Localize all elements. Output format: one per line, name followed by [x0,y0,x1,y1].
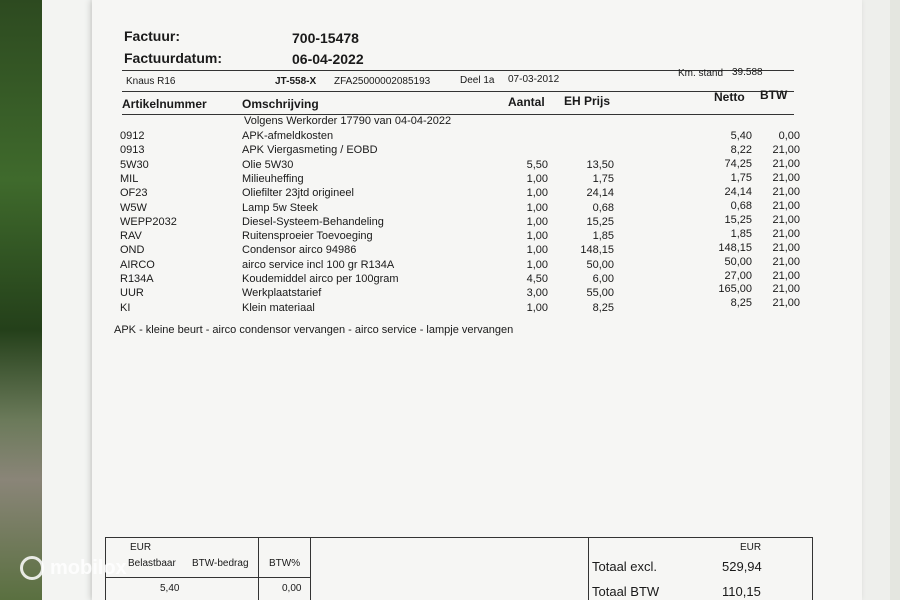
row-vat: 21,00 [772,255,800,268]
row-description: APK-afmeldkosten [242,130,334,142]
row-unit-price: 6,00 [592,273,614,285]
vat-table-divider-1 [258,537,259,600]
row-unit-price: 15,25 [586,215,614,228]
col-quantity: Aantal [508,95,545,109]
row-article: W5W [120,201,147,214]
row-net: 165,00 [718,283,752,296]
row-vat: 21,00 [772,171,800,184]
row-net: 8,25 [730,297,752,310]
vehicle-model: Knaus R16 [126,76,176,87]
col-vat: BTW [760,88,788,102]
total-vat-value: 110,15 [722,584,761,599]
vehicle-vin: ZFA25000002085193 [334,76,431,87]
vat-row-base: 5,40 [160,583,180,594]
row-quantity: 3,00 [526,287,548,300]
row-net: 0,68 [730,199,752,212]
header-rule-bottom [122,114,794,115]
row-unit-price: 13,50 [586,158,614,171]
vat-table-divider-2 [310,537,311,600]
vat-col-amount: BTW-bedrag [192,558,249,569]
vat-col-base: Belastbaar [128,558,176,569]
row-quantity: 1,00 [526,244,548,257]
row-article: 0912 [120,130,145,142]
row-description: Diesel-Systeem-Behandeling [242,215,384,228]
remark-text: APK - kleine beurt - airco condensor vervangen - airco service - lampje vervangen [114,324,514,336]
row-quantity: 1,00 [526,187,548,200]
invoice-number: 700-15478 [292,30,359,46]
row-quantity: 1,00 [526,172,548,185]
row-article: RAV [120,230,142,243]
row-description: Olie 5W30 [242,158,294,171]
row-article: KI [120,301,131,314]
total-excl-label: Totaal excl. [592,559,658,574]
row-vat: 21,00 [772,143,800,156]
row-article: 0913 [120,144,145,157]
vehicle-plate: JT-558-X [275,76,317,87]
watermark-logo-icon [20,556,44,580]
row-net: 1,85 [730,227,752,240]
row-article: OND [120,244,145,257]
row-description: airco service incl 100 gr R134A [242,258,395,271]
row-vat: 21,00 [772,199,800,212]
row-unit-price: 50,00 [586,258,614,271]
row-description: Condensor airco 94986 [242,244,357,257]
deel-date: 07-03-2012 [508,74,560,85]
row-article: AIRCO [120,258,155,271]
row-net: 24,14 [724,185,752,198]
row-vat: 21,00 [772,269,800,282]
row-vat: 21,00 [772,283,800,296]
row-unit-price: 1,75 [592,172,614,185]
row-description: APK Viergasmeting / EOBD [242,144,378,157]
invoice-date-label: Factuurdatum: [124,50,222,66]
vat-col-pct: BTW% [269,558,301,569]
row-description: Ruitensproeier Toevoeging [242,230,373,243]
row-net: 74,25 [724,157,752,170]
total-vat-label: Totaal BTW [592,584,660,599]
deel-label: Deel 1a [460,75,495,86]
row-article: WEPP2032 [120,215,177,228]
row-quantity: 1,00 [526,230,548,243]
km-value: 39.588 [732,67,763,78]
row-description: Klein materiaal [242,301,315,314]
row-article: OF23 [120,187,148,200]
row-quantity: 1,00 [526,201,548,214]
row-vat: 21,00 [772,297,800,310]
row-net: 15,25 [724,213,752,226]
row-description: Lamp 5w Steek [242,201,318,214]
row-unit-price: 24,14 [586,187,614,200]
workorder-line: Volgens Werkorder 17790 van 04-04-2022 [244,115,452,127]
vat-table-right [812,537,813,600]
row-vat: 21,00 [772,227,800,240]
col-article: Artikelnummer [122,97,207,111]
row-description: Koudemiddel airco per 100gram [242,273,399,285]
col-description: Omschrijving [242,97,319,111]
total-excl-value: 529,94 [722,559,762,574]
row-net: 27,00 [724,269,752,282]
row-vat: 21,00 [772,213,800,226]
row-unit-price: 148,15 [580,244,614,257]
row-net: 1,75 [730,171,752,184]
row-description: Werkplaatstarief [242,287,322,300]
invoice-label: Factuur: [124,28,180,44]
row-net: 50,00 [724,255,752,268]
row-description: Milieuheffing [242,172,304,185]
totals-currency: EUR [740,542,762,553]
row-article: R134A [120,273,154,285]
km-label: Km. stand [678,68,724,79]
invoice-sheet [92,0,862,600]
row-vat: 21,00 [772,157,800,170]
row-article: 5W30 [120,158,149,171]
vat-table-divider-3 [588,537,589,600]
row-quantity: 1,00 [526,258,548,271]
vat-row-pct: 0,00 [282,583,302,594]
watermark-text: mobilox [50,556,127,579]
vat-currency: EUR [130,542,152,553]
row-unit-price: 1,85 [592,230,614,243]
row-unit-price: 55,00 [586,287,614,300]
row-article: UUR [120,287,144,300]
vat-table-header-rule [105,577,310,578]
invoice-date: 06-04-2022 [292,51,364,67]
row-vat: 21,00 [772,241,800,254]
row-quantity: 5,50 [526,158,548,171]
row-net: 8,22 [730,143,752,156]
vat-table-top [105,537,813,538]
row-vat: 0,00 [778,130,800,142]
col-net: Netto [714,90,745,104]
row-quantity: 4,50 [526,273,548,285]
header-rule-mid [122,91,794,92]
row-quantity: 1,00 [526,301,548,314]
row-net: 148,15 [718,241,752,254]
watermark [20,556,127,580]
row-description: Oliefilter 23jtd origineel [242,187,354,200]
row-quantity: 1,00 [526,215,548,228]
row-net: 5,40 [730,130,752,142]
row-unit-price: 0,68 [592,201,614,214]
row-vat: 21,00 [772,185,800,198]
row-article: MIL [120,172,139,185]
col-unit-price: EH Prijs [564,94,611,108]
row-unit-price: 8,25 [592,301,614,314]
